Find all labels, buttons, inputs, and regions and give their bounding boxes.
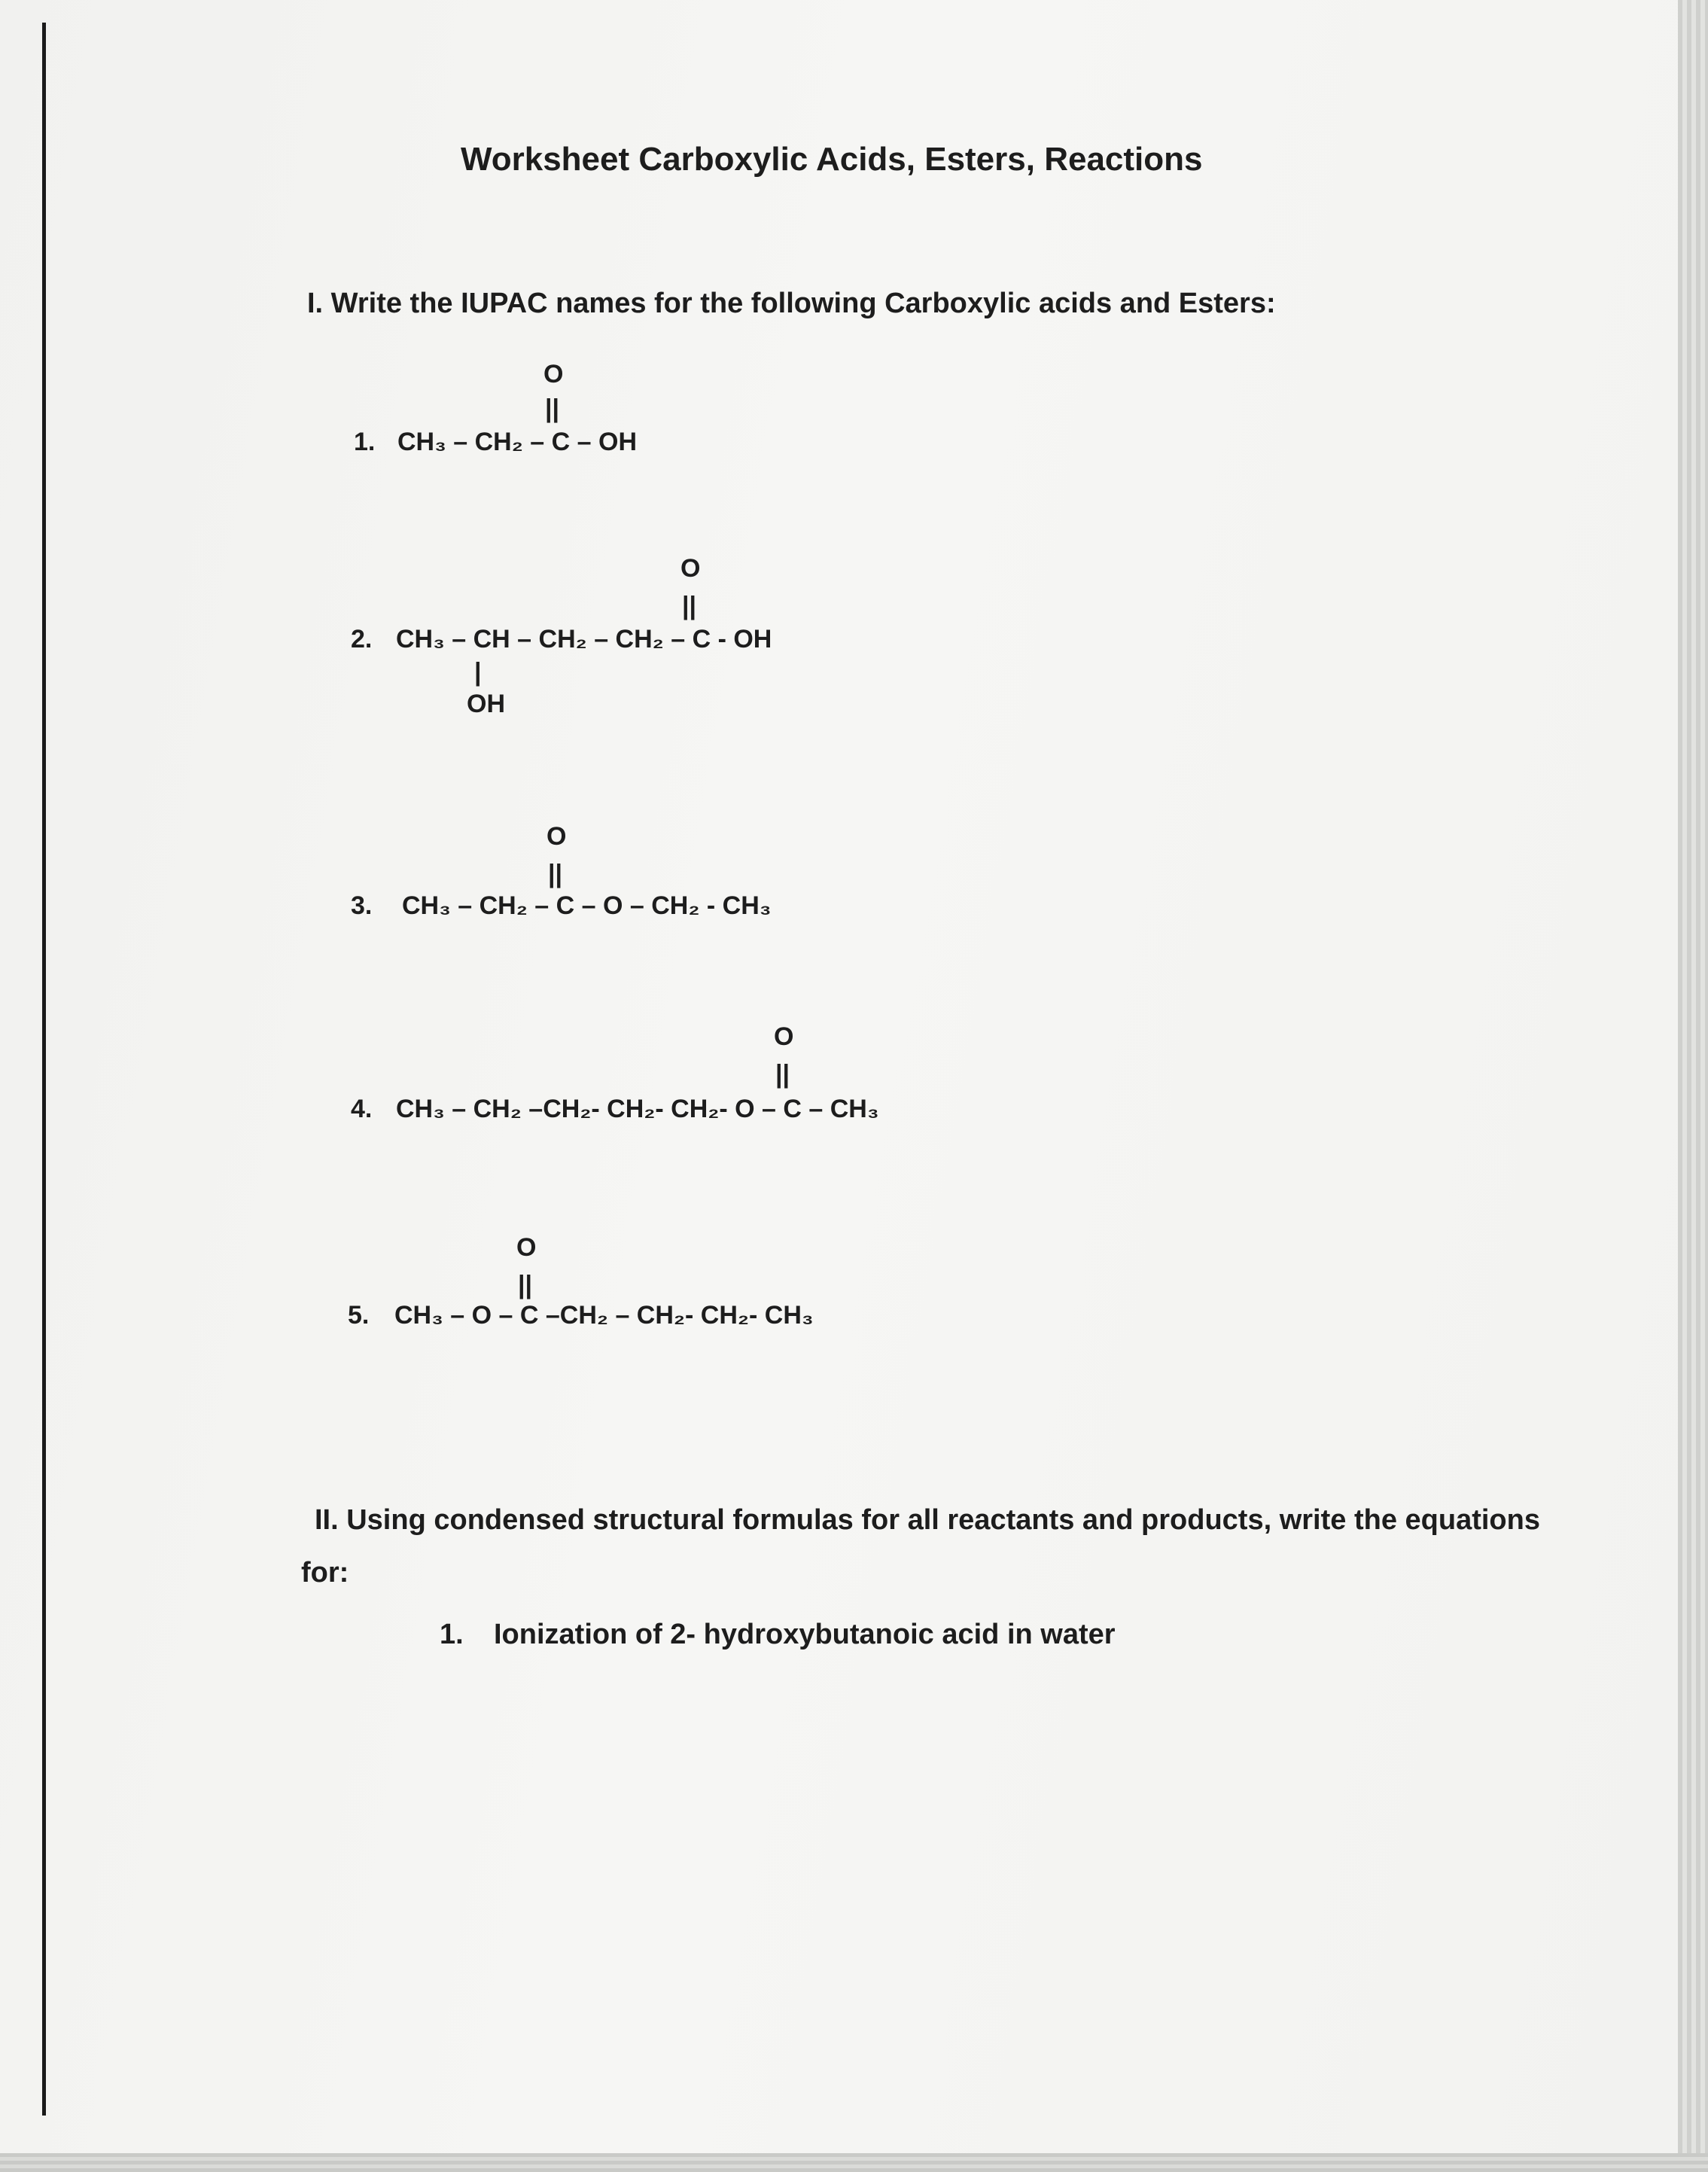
item-1-double-bond: || xyxy=(545,394,560,423)
item-3-number: 3. xyxy=(351,891,373,920)
item-3-formula: CH₃ – CH₂ – C – O – CH₂ - CH₃ xyxy=(402,891,772,920)
item-5-number: 5. xyxy=(348,1301,370,1330)
section-2-item-1-number: 1. xyxy=(440,1619,464,1650)
item-2-branch-bond: | xyxy=(474,658,482,687)
item-4-oxygen: O xyxy=(774,1022,794,1051)
item-4-double-bond: || xyxy=(775,1060,790,1089)
worksheet-title: Worksheet Carboxylic Acids, Esters, Reactions xyxy=(461,141,1203,178)
item-5-oxygen: O xyxy=(516,1233,537,1262)
item-5-double-bond: || xyxy=(518,1271,533,1299)
item-2-formula: CH₃ – CH – CH₂ – CH₂ – C - OH xyxy=(396,625,772,653)
section-2-item-1-text: Ionization of 2- hydroxybutanoic acid in water xyxy=(494,1619,1116,1650)
section-2-heading-line1: II. Using condensed structural formulas for all reactants and products, write the equations xyxy=(315,1504,1540,1536)
item-2-double-bond: || xyxy=(682,592,697,620)
item-2-oxygen: O xyxy=(680,554,701,583)
item-1-oxygen: O xyxy=(543,360,564,388)
section-1-heading: I. Write the IUPAC names for the following Carboxylic acids and Esters: xyxy=(307,288,1276,319)
item-3-oxygen: O xyxy=(546,822,567,851)
paper-stack-right-edge xyxy=(1678,0,1708,2172)
item-2-branch: OH xyxy=(467,690,505,718)
item-2-number: 2. xyxy=(351,625,373,653)
item-3-double-bond: || xyxy=(548,860,563,888)
margin-line xyxy=(42,23,46,2116)
paper-stack-bottom-edge xyxy=(0,2153,1708,2172)
item-1-formula: CH₃ – CH₂ – C – OH xyxy=(397,428,638,456)
item-5-formula: CH₃ – O – C –CH₂ – CH₂- CH₂- CH₃ xyxy=(394,1301,814,1330)
item-4-formula: CH₃ – CH₂ –CH₂- CH₂- CH₂- O – C – CH₃ xyxy=(396,1095,879,1123)
item-4-number: 4. xyxy=(351,1095,373,1123)
section-2-heading-line2: for: xyxy=(301,1557,349,1589)
item-1-number: 1. xyxy=(354,428,376,456)
